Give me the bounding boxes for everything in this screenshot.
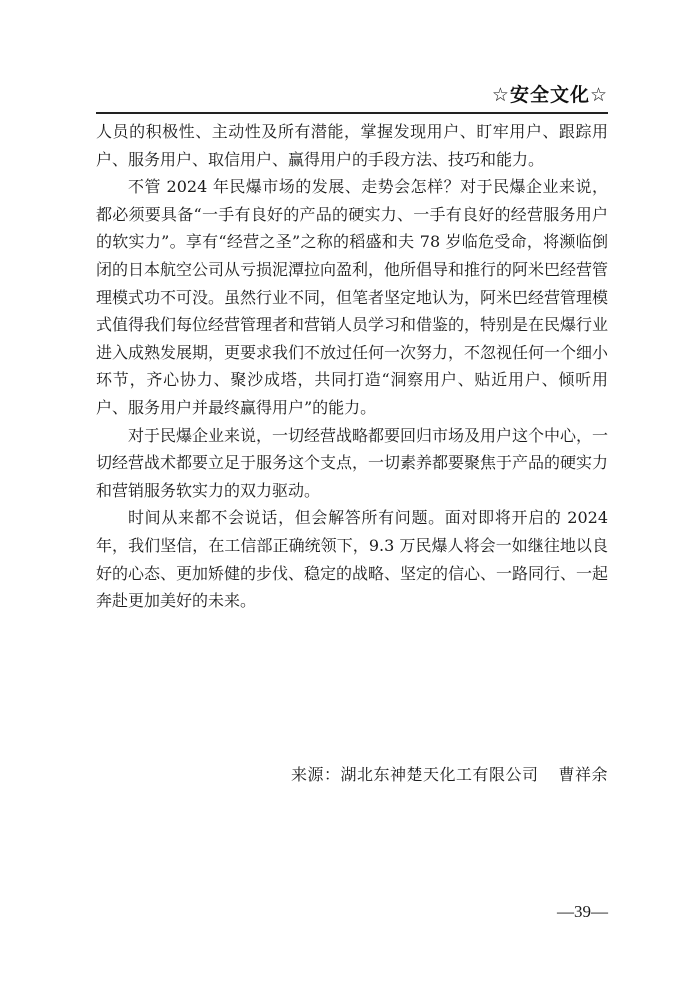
article-body [96,118,608,615]
source-label: 来源： [290,765,341,784]
paragraph: 不管 2024 年民爆市场的发展、走势会怎样？对于民爆企业来说，都必须要具备“一手有良好的产品的硬实力、一手有良好的经营服务用户的软实力”。享有“经营之圣”之称的稻盛和夫 78 岁临危受命，将濒临倒闭的日本航空公司从亏损泥潭拉向盈利，他所倡导和推行的阿米巴经营管理模式功不可没。虽然行业不同，但笔者坚定地认为，阿米巴经营管理模式值得我们每位经营管理者和营销人员学习和借鉴的，特别是在民爆行业进入成熟发展期，更要求我们不放过任何一次努力，不忽视任何一个细小环节，齐心协力、聚沙成塔，共同打造“洞察用户、贴近用户、倾听用户、服务用户并最终赢得用户”的能力。 [96,177,609,417]
source-attribution [291,762,608,785]
page-header [96,78,608,114]
paragraph: 对于民爆企业来说，一切经营战略都要回归市场及用户这个中心，一切经营战术都要立足于服务这个支点，一切素养都要聚焦于产品的硬实力和营销服务软实力的双力驱动。 [96,425,609,500]
paragraph: 时间从来都不会说话，但会解答所有问题。面对即将开启的 2024 年，我们坚信，在工信部正确统领下，9.3 万民爆人将会一如继往地以良好的心态、更加矫健的步伐、稳定的战略、坚定的信心、一路同行、一起奔赴更加美好的未来。 [96,508,609,611]
paragraph-continued: 人员的积极性、主动性及所有潜能，掌握发现用户、盯牢用户、跟踪用户、服务用户、取信用户、赢得用户的手段方法、技巧和能力。 [96,122,608,169]
source-author: 曹祥余 [558,765,608,784]
page-number: —39— [557,902,608,921]
section-title: ☆安全文化☆ [491,84,608,106]
source-organization: 湖北东神楚天化工有限公司 [340,765,539,784]
